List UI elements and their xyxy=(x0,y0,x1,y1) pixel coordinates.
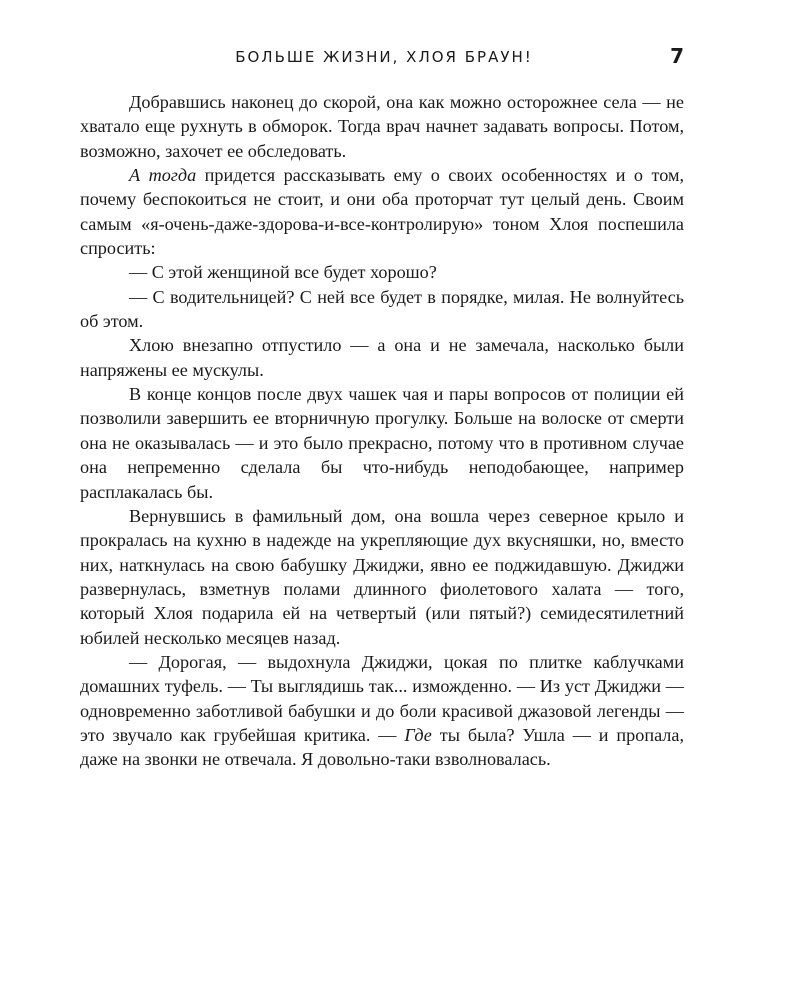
italic-text-segment: А тогда xyxy=(129,165,197,186)
paragraph xyxy=(80,504,684,650)
paragraph xyxy=(80,90,684,163)
book-page xyxy=(80,44,684,772)
paragraph xyxy=(80,333,684,382)
paragraph xyxy=(80,285,684,334)
text-segment: Хлою внезапно отпустило — а она и не замечала, насколько были напряжены ее мускулы. xyxy=(80,335,684,380)
text-segment: — С этой женщиной все будет хорошо? xyxy=(129,262,437,283)
paragraph xyxy=(80,382,684,504)
text-segment: В конце концов после двух чашек чая и пары вопросов от полиции ей позволили завершить ее вторничную прогулку. Больше на волоске от смерти она не оказывалась — и это было прекрасно, потому что в противном случае она непременно сделала бы что-нибудь неподобающее, например расплакалась бы. xyxy=(80,384,684,502)
text-segment: Добравшись наконец до скорой, она как можно осторожнее села — не хватало еще рухнуть в обморок. Тогда врач начнет задавать вопросы. Потом, возможно, захочет ее обследовать. xyxy=(80,92,684,161)
italic-text-segment: Где xyxy=(404,724,432,745)
paragraph xyxy=(80,260,684,284)
paragraph xyxy=(80,650,684,772)
running-title: БОЛЬШЕ ЖИЗНИ, ХЛОЯ БРАУН! xyxy=(235,48,533,66)
page-header xyxy=(80,44,684,74)
body-text xyxy=(80,90,684,772)
page-number: 7 xyxy=(670,44,684,68)
text-segment: ты была? Ушла — и пропала, даже на звонки не отвечала. Я довольно-таки взволновалась. xyxy=(80,724,685,770)
text-segment: Вернувшись в фамильный дом, она вошла через северное крыло и прокралась на кухню в надежде на укрепляющие дух вкусняшки, но, вместо них, наткнулась на свою бабушку Джиджи, явно ее поджидавшую. Джиджи развернулась, взметнув полами длинного фиолетового халата — того, который Хлоя подарила ей на четвертый (или пятый?) семидесятилетний юбилей несколько месяцев назад. xyxy=(80,505,684,648)
text-segment: придется рассказывать ему о своих особенностях и о том, почему беспокоиться не стоит, и они оба проторчат тут целый день. Своим самым «я-очень-даже-здорова-и-все-контролирую» тоном Хлоя поспешила спросить: xyxy=(80,165,685,259)
text-segment: — Дорогая, — выдохнула Джиджи, цокая по плитке каблучками домашних туфель. — Ты выглядишь так... изможденно. — Из уст Джиджи — одновременно заботливой бабушки и до боли красивой джазовой легенды — это звучало как грубейшая критика. — xyxy=(80,651,684,745)
text-segment: — С водительницей? С ней все будет в порядке, милая. Не волнуйтесь об этом. xyxy=(80,286,684,332)
paragraph xyxy=(80,163,684,260)
